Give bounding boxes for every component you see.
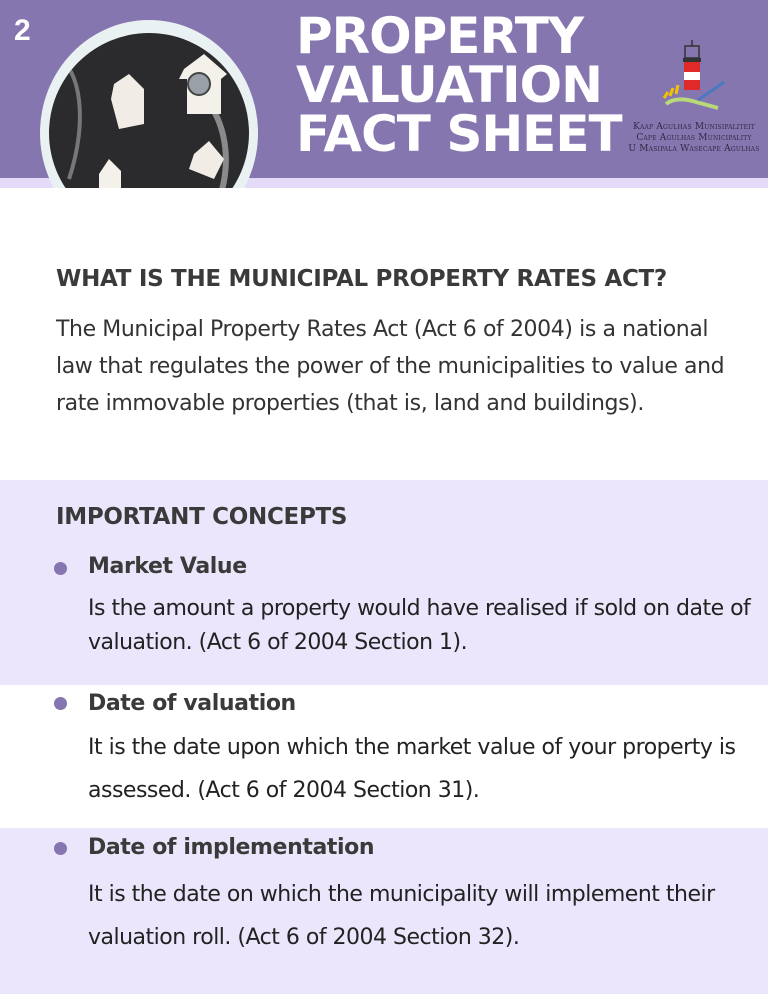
concept-body: It is the date on which the municipality will implement their valuation roll. (Act 6 of 2004 Section 32). — [88, 882, 715, 950]
title-line: PROPERTY — [296, 7, 584, 65]
concept-body: Is the amount a property would have realised if sold on date of valuation. (Act 6 of 2004 Section 1). — [88, 596, 751, 655]
concept-date-of-valuation — [0, 685, 768, 828]
bullet-icon — [54, 697, 67, 710]
concept-title: Date of implementation — [88, 835, 375, 860]
concept-market-value — [0, 480, 768, 685]
logo-text-afrikaans: Kaap Agulhas Munisipaliteit — [633, 122, 755, 132]
intro-section — [0, 188, 768, 480]
bullet-icon — [54, 842, 67, 855]
logo-text-english: Cape Agulhas Municipality — [636, 133, 752, 143]
lighthouse-icon — [654, 38, 734, 118]
concept-title: Market Value — [88, 554, 247, 579]
concept-date-of-implementation — [0, 828, 768, 994]
title-line: FACT SHEET — [296, 105, 622, 163]
concept-title: Date of valuation — [88, 691, 296, 716]
municipality-logo — [620, 38, 768, 155]
page-title — [296, 7, 622, 163]
logo-text-xhosa: U Masipala Wasecape Agulhas — [628, 144, 760, 154]
title-line: VALUATION — [296, 56, 603, 114]
bullet-icon — [54, 562, 67, 575]
page-number: 2 — [14, 14, 31, 47]
intro-heading: WHAT IS THE MUNICIPAL PROPERTY RATES ACT? — [56, 266, 667, 292]
intro-body: The Municipal Property Rates Act (Act 6 of 2004) is a national law that regulates the power of the municipalities to value and rate immovable properties (that is, land and buildings). — [56, 317, 725, 416]
concepts-heading: IMPORTANT CONCEPTS — [56, 504, 348, 530]
concept-body: It is the date upon which the market value of your property is assessed. (Act 6 of 2004 Section 31). — [88, 735, 736, 803]
